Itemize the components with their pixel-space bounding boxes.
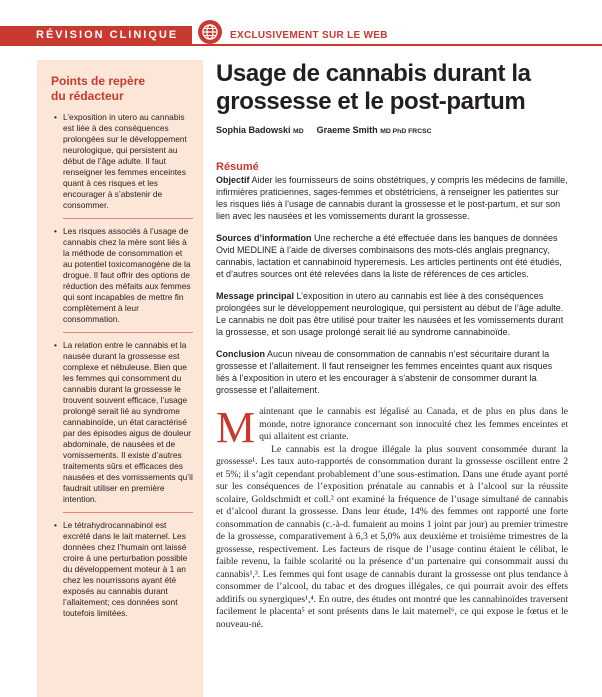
key-point-2: • Les risques associés à l’usage de cannabis chez la mère sont liés à la méthode de consommation et au potentiel toxicomanogène de la drogue. Il faut offrir des options de réduction des méfaits aux femmes qui sont incapables de mettre fin complètement à leur consommation. — [51, 226, 193, 325]
sidebar-divider — [63, 512, 193, 513]
article-body — [216, 403, 568, 631]
sidebar-divider — [63, 218, 193, 219]
author-credentials: MD PhD FRCSC — [380, 128, 432, 135]
top-banner — [0, 0, 602, 44]
body-paragraph: Le cannabis est la drogue illégale la plus souvent consommée durant la grossesse¹. Les taux auto-rapportés de consommation durant la grossesse oscillent entre 2 et 5%; il s’agit cependant probablement d’une sous-estimation. Dans une étude ayant porté sur les conséquences de l’exposition prénatale au cannabis et à l’alcool sur la réussite scolaire, Goldschmidt et coll.² ont examiné la fréquence de l’usage simultané de cannabis et d’alcool durant la grossesse. Dans leur étude, 14% des femmes ont rapporté une forte consommation de cannabis (c.-à-d. fumaient au moins 1 joint par jour) au premier trimestre de la grossesse, comparativement à 6,3 et 5,0% aux deuxième et troisième trimestres de la grossesse, respectivement. Les facteurs de risque de l’usage continu étaient le célibat, le faible revenu, la faible scolarité ou la présence d’un partenaire qui consommait aussi du cannabis¹,³. Les femmes qui font usage de cannabis durant la grossesse ont plus tendance à consommer de l’alcool, du tabac et des drogues illégales, ce qui pourrait avoir des effets additifs ou synergiques¹,⁴. En outre, des études ont montré que les cannabinoïdes traversent facilement le placenta⁵ et sont présents dans le lait maternel⁶, ce qui expose le fœtus et le nouveau-né. — [216, 443, 568, 630]
abstract-text: Aucun niveau de consommation de cannabis n’est sécuritaire durant la grossesse et l’allaitement. Il faut renseigner les femmes enceintes quant aux risques liés à l’exposition in utero et les encourager à s’abstenir de consommer durant la grossesse et l’allaitement. — [216, 349, 553, 395]
author-credentials: MD — [293, 128, 304, 135]
author-line — [216, 124, 568, 138]
intro-paragraph — [216, 403, 568, 452]
article-title: Usage de cannabis durant la grossesse et le post-partum — [216, 60, 531, 115]
top-rule — [0, 44, 602, 46]
intro-text: aintenant que le cannabis est légalisé au Canada, et de plus en plus dans le monde, notre ignorance concernant son innocuité chez les femmes enceintes et qui allaitent est criante. — [259, 406, 568, 442]
key-point-3: • La relation entre le cannabis et la nausée durant la grossesse est complexe et nébuleuse. Bien que les femmes qui consomment du cannabis durant la grossesse le trouvent souvent efficace, l’usage prolongé serait lié au syndrome cannabinoïde, un état caractérisé par des épisodes aigus de douleur abdominale, de nausées et de vomissements. Il existe d’autres traitements sûrs et efficaces des nausées et des vomissements qu’il faudrait utiliser en première intention. — [51, 340, 193, 505]
abstract-objective — [216, 174, 568, 222]
abstract-conclusion — [216, 348, 568, 396]
abstract-sources — [216, 232, 568, 280]
sidebar-title — [51, 74, 193, 104]
abstract-heading: Résumé — [216, 161, 259, 173]
abstract-text: Une recherche a été effectuée dans les banques de données Ovid MEDLINE à l’aide de diverses combinaisons des mots-clés anglais pregnancy, cannabis, lactation et cannabinoid hyperemesis. Les articles pertinents ont été étudiés, et d’autres sources ont été relevées dans la liste de références de ces articles. — [216, 233, 562, 279]
web-exclusive-label: EXCLUSIVEMENT SUR LE WEB — [230, 30, 388, 41]
abstract-text: Aider les fournisseurs de soins obstétriques, y compris les médecins de famille, infirmières praticiennes, sages-femmes et obstétriciens, à renseigner les patientes sur les risques liés à l’usage de cannabis durant la grossesse et le post-partum, et sur son lien avec les nausées et les vomissements durant la grossesse. — [216, 175, 568, 221]
sidebar-title-line2: du rédacteur — [51, 89, 124, 103]
abstract-lead: Objectif — [216, 175, 250, 185]
sidebar-divider — [63, 332, 193, 333]
editor-key-points-sidebar — [37, 60, 203, 697]
globe-icon-graphic — [201, 23, 219, 41]
key-point-4: • Le tétrahydrocannabinol est excrété dans le lait maternel. Les données chez l’humain ont laissé croire à une perturbation possible du développement moteur à 1 an chez les nourrissons ayant été exposés au cannabis durant l’allaitement; ces données sont toutefois limitées. — [51, 520, 193, 619]
abstract-lead: Message principal — [216, 291, 295, 301]
author-name: Graeme Smith — [316, 125, 378, 135]
key-point-1: • L’exposition in utero au cannabis est liée à des conséquences prolongées sur le développement neurologique, qui persistent au début de l’âge adulte. Il faut renseigner les femmes enceintes quant à ces risques et les encourager à s’abstenir de consommer. — [51, 112, 193, 211]
article-main — [216, 60, 568, 631]
abstract-text: L’exposition in utero au cannabis est liée à des conséquences prolongées sur le développement neurologique, qui persistent au début de l’âge adulte. Le cannabis ne doit pas être utilisé pour traiter les nausées et les vomissements durant la grossesse, et son usage prolongé serait lié au syndrome cannabinoïde. — [216, 291, 564, 337]
author-name: Sophia Badowski — [216, 125, 291, 135]
abstract-main-message — [216, 290, 568, 338]
section-label: RÉVISION CLINIQUE — [36, 29, 179, 41]
sidebar-title-line1: Points de repère — [51, 74, 146, 88]
globe-icon — [198, 20, 222, 44]
abstract-lead: Conclusion — [216, 349, 265, 359]
drop-cap: M — [216, 403, 256, 452]
abstract-lead: Sources d’information — [216, 233, 312, 243]
